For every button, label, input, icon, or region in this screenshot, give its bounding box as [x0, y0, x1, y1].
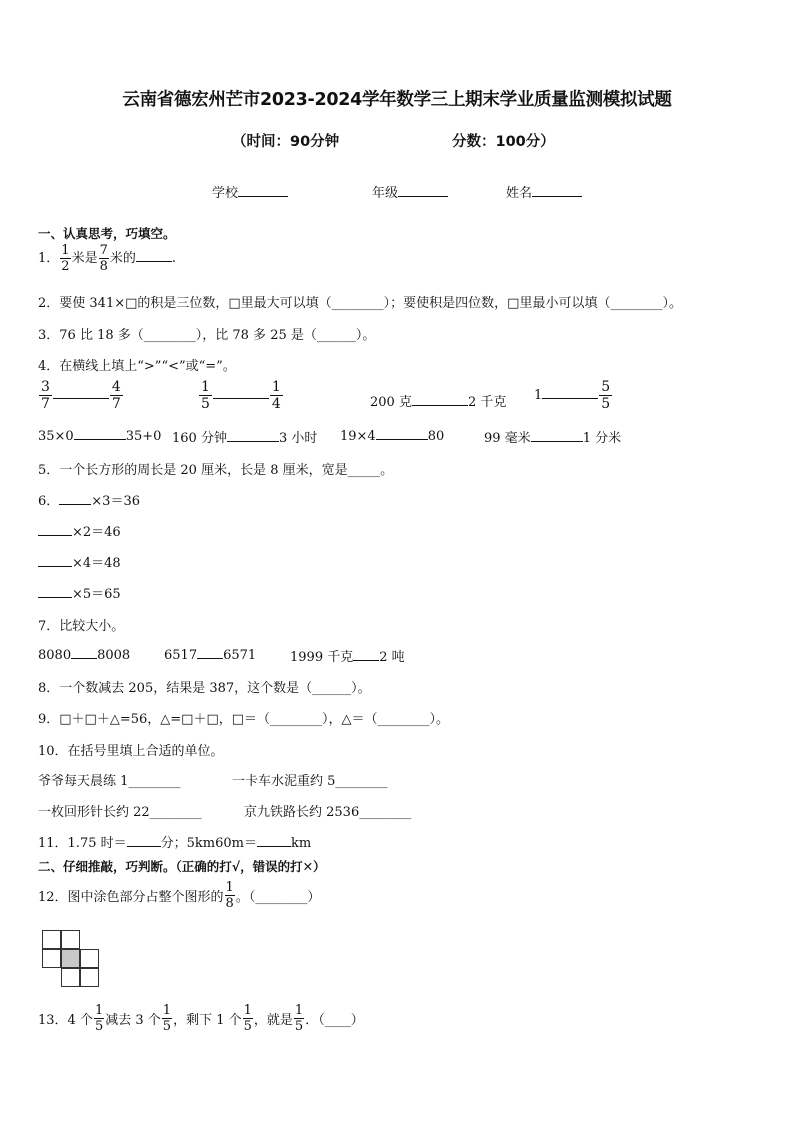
q4-row2-blank-3[interactable]: [376, 427, 428, 440]
question-6-line-3: ×4＝48: [38, 552, 121, 571]
q4-row2-blank-2[interactable]: [227, 429, 279, 442]
q1-answer-blank[interactable]: [136, 249, 172, 262]
question-12: 12．图中涂色部分占整个图形的 $\frac{1}{8}$ 。（________）: [38, 880, 321, 911]
q7-item-2: 6517 6571: [164, 648, 257, 663]
q13-fraction-4: $\frac{1}{5}$: [294, 1003, 304, 1034]
q4-row2-item-4: 99 毫米 1 分米: [484, 431, 622, 446]
question-6-line-2: ×2＝46: [38, 521, 121, 540]
q4b-left-fraction: $\frac{1}{5}$: [201, 379, 210, 412]
q4c-blank[interactable]: [412, 393, 468, 406]
q7-item-1: 8080 8008: [38, 648, 131, 663]
question-6-line-4: ×5＝65: [38, 583, 121, 602]
q4-row2-blank-4[interactable]: [531, 429, 583, 442]
q7-blank-1[interactable]: [71, 646, 97, 659]
grade-blank[interactable]: [398, 184, 448, 197]
q4d-blank[interactable]: [542, 386, 598, 399]
q11-blank-1[interactable]: [127, 834, 161, 847]
school-blank[interactable]: [238, 184, 288, 197]
q4-row2-item-2: 160 分钟 3 小时: [172, 431, 318, 446]
section-1-heading: 一、认真思考，巧填空。: [38, 226, 176, 241]
q4b-blank[interactable]: [213, 386, 269, 399]
q13-fraction-2: $\frac{1}{5}$: [162, 1003, 172, 1034]
q4-item-c: [370, 391, 506, 410]
question-2: 2．要使 341×□的积是三位数，□里最大可以填（________）；要使积是四位数，□里最小可以填（________）。: [38, 296, 682, 311]
q7-blank-2[interactable]: [197, 646, 223, 659]
q13-fraction-1: $\frac{1}{5}$: [94, 1003, 104, 1034]
school-label: 学校: [212, 186, 239, 201]
question-8: 8．一个数减去 205，结果是 387，这个数是（______）。: [38, 681, 371, 696]
q4-item-d: [534, 380, 613, 411]
question-13: 13．4 个 $\frac{1}{5}$ 减去 3 个 $\frac{1}{5}$ ，剩下 1 个 $\frac{1}{5}$ ，就是 $\frac{1}{5}$ ．（____）: [38, 1003, 364, 1034]
q7-blank-3[interactable]: [353, 648, 379, 661]
section-2-heading: 二、仔细推敲，巧判断。（正确的打√，错误的打✕）: [38, 859, 326, 874]
q1-number: 1．: [38, 251, 60, 266]
q4-item-a: [38, 380, 124, 411]
question-4-prompt: 4．在横线上填上“>”“<”或“=”。: [38, 359, 236, 374]
grade-field[interactable]: [372, 182, 448, 201]
q4-row2-item-1: 35×0 35+0: [38, 429, 162, 444]
q10-item-a: 爷爷每天晨练 1________: [38, 774, 181, 789]
q1-fraction-1: $\frac{1}{2}$: [61, 243, 70, 274]
q10-item-b: 一卡车水泥重约 5________: [232, 774, 388, 789]
q6-blank-1[interactable]: [59, 492, 91, 505]
exam-time: （时间：90分钟: [232, 134, 340, 150]
q4c-right: 2 千克: [467, 395, 507, 410]
q1-text-1: 米是: [71, 251, 98, 266]
q11-blank-2[interactable]: [257, 834, 291, 847]
q4b-right-fraction: $\frac{1}{4}$: [271, 379, 281, 412]
question-10-prompt: 10．在括号里填上合适的单位。: [38, 744, 224, 759]
q6-blank-4[interactable]: [38, 585, 72, 598]
q13-fraction-3: $\frac{1}{5}$: [243, 1003, 252, 1034]
q4d-right-fraction: $\frac{5}{5}$: [601, 379, 611, 412]
q4d-left: 1: [534, 388, 543, 403]
q10-item-d: 京九铁路长约 2536________: [244, 805, 412, 820]
question-1: [38, 244, 176, 273]
question-3: 3．76 比 18 多（________），比 78 多 25 是（______）。: [38, 328, 376, 343]
question-11: 11．1.75 时＝ 分；5km60m＝ km: [38, 836, 312, 851]
q4-row2-item-3: 19×4 80: [340, 429, 445, 444]
q1-fraction-2: $\frac{7}{8}$: [99, 243, 108, 274]
page-title: 云南省德宏州芒市2023-2024学年数学三上期末学业质量监测模拟试题: [122, 90, 672, 110]
question-9: 9．□＋□＋△=56，△=□＋□，□＝（________），△＝（________）。: [38, 712, 450, 727]
q1-text-2: 米的: [109, 251, 136, 266]
q4-item-b: [198, 380, 284, 411]
name-blank[interactable]: [532, 184, 582, 197]
grade-label: 年级: [372, 186, 399, 201]
name-label: 姓名: [506, 186, 533, 201]
q6-blank-2[interactable]: [38, 523, 72, 536]
q12-fraction: $\frac{1}{8}$: [225, 880, 234, 911]
school-field[interactable]: [212, 182, 288, 201]
question-6-line-1: 6． ×3＝36: [38, 494, 140, 509]
q4a-left-fraction: $\frac{3}{7}$: [41, 379, 50, 412]
exam-score: 分数：100分）: [452, 134, 555, 150]
q7-item-3: 1999 千克 2 吨: [290, 650, 405, 665]
q12-grid-figure: [42, 930, 102, 990]
question-7-prompt: 7．比较大小。: [38, 619, 125, 634]
q6-blank-3[interactable]: [38, 554, 72, 567]
question-5: 5．一个长方形的周长是 20 厘米，长是 8 厘米，宽是_____。: [38, 463, 394, 478]
name-field[interactable]: [506, 182, 582, 201]
q4c-left: 200 克: [370, 395, 412, 410]
q1-end: .: [171, 251, 177, 266]
q4a-right-fraction: $\frac{4}{7}$: [111, 379, 121, 412]
q4a-blank[interactable]: [53, 386, 109, 399]
q10-item-c: 一枚回形针长约 22________: [38, 805, 202, 820]
q4-row2-blank-1[interactable]: [74, 427, 126, 440]
